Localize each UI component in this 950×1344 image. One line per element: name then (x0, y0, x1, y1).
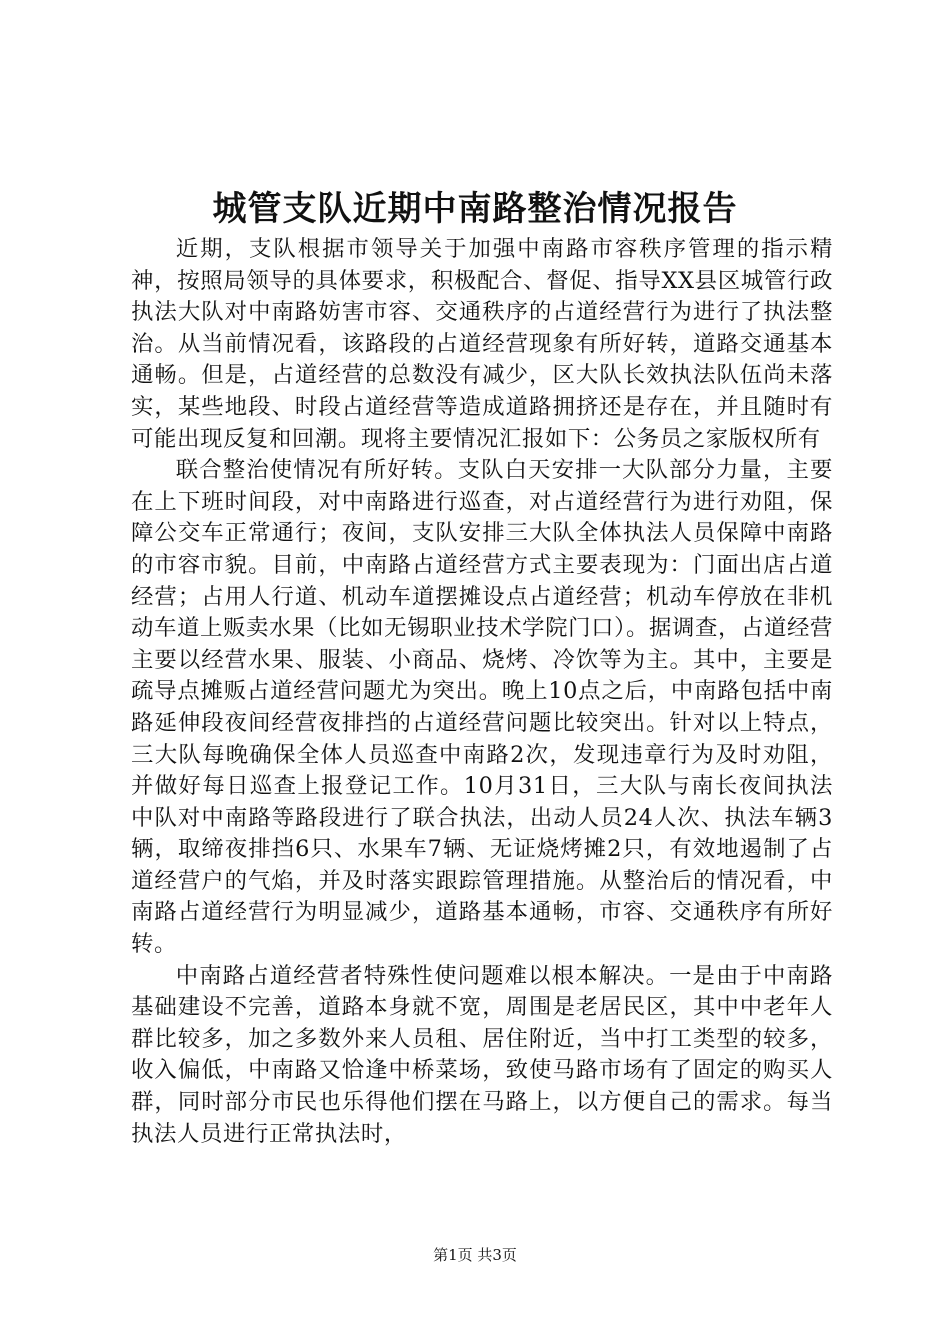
page-footer (0, 1245, 950, 1265)
document-body (131, 234, 833, 1150)
paragraph-difficulty: 中南路占道经营者特殊性使问题难以根本解决。一是由于中南路基础建设不完善，道路本身就不宽，周围是老居民区，其中中老年人群比较多，加之多数外来人员租、居住附近，当中打工类型的较多，收入偏低，中南路又恰逢中桥菜场，致使马路市场有了固定的购买人群，同时部分市民也乐得他们摆在马路上，以方便自己的需求。每当执法人员进行正常执法时， (131, 962, 833, 1147)
page-number: 第1页 共3页 (433, 1246, 517, 1264)
paragraph-joint-rectification: 联合整治使情况有所好转。支队白天安排一大队部分力量，主要在上下班时间段，对中南路进行巡查，对占道经营行为进行劝阻，保障公交车正常通行；夜间，支队安排三大队全体执法人员保障中南路的市容市貌。目前，中南路占道经营方式主要表现为：门面出店占道经营；占用人行道、机动车道摆摊设点占道经营；机动车停放在非机动车道上贩卖水果（比如无锡职业技术学院门口）。据调查，占道经营主要以经营水果、服装、小商品、烧烤、冷饮等为主。其中，主要是疏导点摊贩占道经营问题尤为突出。晚上10点之后，中南路包括中南路延伸段夜间经营夜排挡的占道经营问题比较突出。针对以上特点，三大队每晚确保全体人员巡查中南路2次，发现违章行为及时劝阻，并做好每日巡查上报登记工作。10月31日，三大队与南长夜间执法中队对中南路等路段进行了联合执法，出动人员24人次、执法车辆3辆，取缔夜排挡6只、水果车7辆、无证烧烤摊2只，有效地遏制了占道经营户的气焰，并及时落实跟踪管理措施。从整治后的情况看，中南路占道经营行为明显减少，道路基本通畅，市容、交通秩序有所好转。 (131, 457, 833, 958)
document-title: 城管支队近期中南路整治情况报告 (212, 189, 738, 229)
paragraph-intro: 近期，支队根据市领导关于加强中南路市容秩序管理的指示精神，按照局领导的具体要求，积极配合、督促、指导XX县区城管行政执法大队对中南路妨害市容、交通秩序的占道经营行为进行了执法整治。从当前情况看，该路段的占道经营现象有所好转，道路交通基本通畅。但是，占道经营的总数没有减少，区大队长效执法队伍尚未落实，某些地段、时段占道经营等造成道路拥挤还是存在，并且随时有可能出现反复和回潮。现将主要情况汇报如下：公务员之家版权所有 (131, 236, 833, 452)
